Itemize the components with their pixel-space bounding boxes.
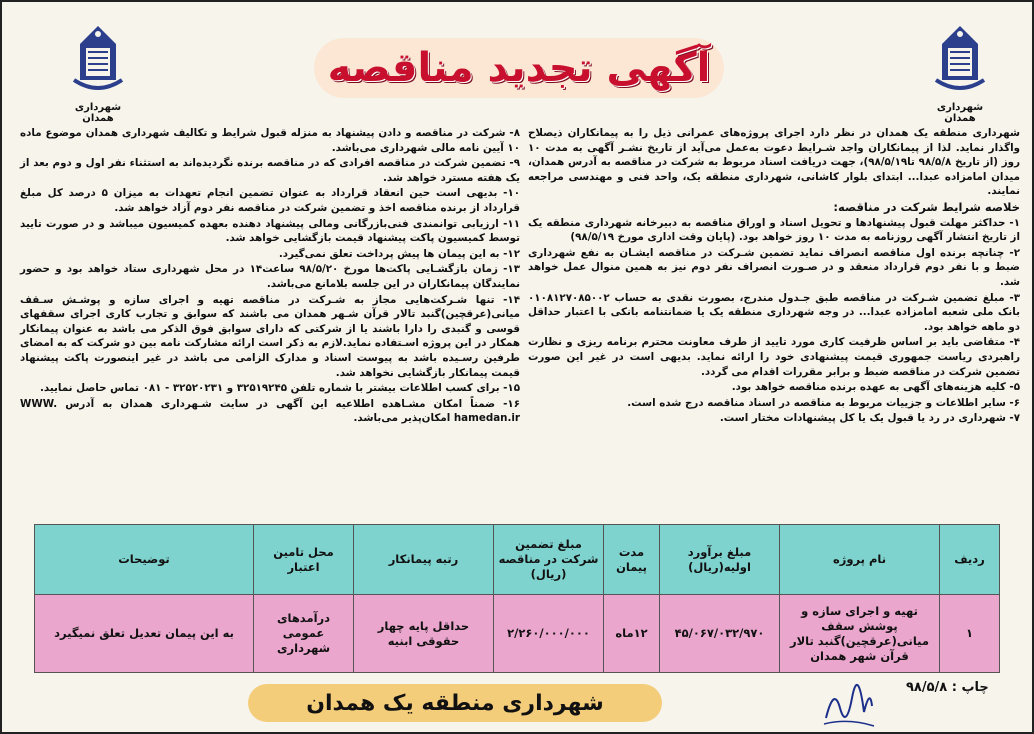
condition-item: ۸- شرکت در مناقصه و دادن پیشنهاد به منزله قبول شرایط و تکالیف شهرداری همدان موضوع ماده ۱۰ آیین نامه مالی شهرداری می‌باشد. xyxy=(20,127,520,154)
condition-item: ۱- حداکثر مهلت قبول پیشنهادها و تحویل اسناد و اوراق مناقصه به دبیرخانه شهرداری منطقه یک از تاریخ انتشار آگهی روزنامه به مدت ۱۰ روز خواهد بود. (پایان وقت اداری مورخ ۹۸/۵/۱۹) xyxy=(528,216,1020,244)
condition-item: ۱۵- برای کسب اطلاعات بیشتر با شماره تلفن ۳۲۵۱۹۲۴۵ و ۳۲۵۲۰۲۳۱ - ۰۸۱ تماس حاصل نمایید. xyxy=(39,382,520,395)
table-cell: ۱۲ماه xyxy=(604,595,660,673)
footer-banner xyxy=(248,684,662,722)
condition-item: ۱۶- ضمناً امکان مشـاهده اطلاعیه این آگهی در سایت شـهرداری همدان به آدرس WWW. hamedan.ir امکان‌پذیر می‌باشد. xyxy=(20,397,520,425)
column-header: رتبه پیمانکار xyxy=(354,525,494,595)
tender-table xyxy=(34,524,1000,672)
logo-caption: شهرداری همدان xyxy=(936,102,984,124)
table-cell: ۴۵/۰۶۷/۰۳۲/۹۷۰ xyxy=(660,595,780,673)
title-banner xyxy=(314,38,724,98)
table-row xyxy=(35,595,1000,673)
condition-item: ۳- مبلغ تضمین شـرکت در مناقصه طبق جـدول مندرج، بصورت نقدی به حساب ۰۱۰۸۱۲۷۰۸۵۰۰۲ بانک ملی شعبه امامزاده عبدا... در وجه شهرداری منطقه یک یا ضمانتنامه بانکی با اعتبار حداقل دو ماهه خواهد بود. xyxy=(528,291,1020,333)
column-header: ردیف xyxy=(940,525,1000,595)
table-cell: درآمدهای عمومی شهرداری xyxy=(254,595,354,673)
hamedan-emblem-icon xyxy=(66,22,130,96)
municipality-logo-left xyxy=(58,22,138,124)
conditions-column-right xyxy=(528,126,1020,526)
table-cell: تهیه و اجرای سازه و پوشش سقف میانی(عرقچین)گنبد تالار قرآن شهر همدان xyxy=(780,595,940,673)
column-header: مدت پیمان xyxy=(604,525,660,595)
condition-item: ۲- چنانچه برنده اول مناقصه انصراف نماید تضمین شـرکت در مناقصه ایشـان به نفع شهرداری ضبط و با نفر دوم قرارداد منعقد و در صـورت انصراف نفر دوم نیز به همین منوال عمل خواهد شد. xyxy=(528,246,1020,288)
municipality-logo-right xyxy=(920,22,1000,124)
condition-item: ۱۳- زمان بازگشـایی پاکت‌ها مورخ ۹۸/۵/۲۰ ساعت۱۴ در محل شهرداری ستاد خواهد بود و حضور نمایندگان پیمانکاران در این جلسه بلامانع می‌باشد. xyxy=(20,263,520,290)
column-header: نام پروژه xyxy=(780,525,940,595)
condition-item: ۹- تضمین شرکت در مناقصه افرادی که در مناقصه برنده نگردیده‌اند به استثناء نفر اول و دوم بعد از یک هفته مسترد خواهد شد. xyxy=(20,157,520,184)
condition-item: ۱۲- به این پیمان ها پیش پرداخت تعلق نمی‌گیرد. xyxy=(278,247,520,260)
table-cell: ۲/۲۶۰/۰۰۰/۰۰۰ xyxy=(494,595,604,673)
condition-item: ۱۰- بدیهی است حین انعقاد قرارداد به عنوان تضمین انجام تعهدات به میزان ۵ درصد کل مبلغ قرارداد از برنده مناقصه اخذ و تضمین شرکت در مناقصه نفر دوم آزاد خواهد شد. xyxy=(20,187,521,214)
condition-item: ۵- کلیه هزینه‌های آگهی به عهده برنده مناقصه خواهد بود. xyxy=(731,381,1020,394)
column-header: مبلغ تضمین شرکت در مناقصه (ریال) xyxy=(494,525,604,595)
table-header-row xyxy=(35,525,1000,595)
condition-item: ۷- شهرداری در رد یا قبول یک یا کل پیشنهادات مختار است. xyxy=(719,412,1020,425)
condition-item: ۱۱- ارزیابی توانمندی فنی‌بازرگانی ومالی پیشنهاد دهنده بعهده کمیسیون میباشد و در صورت تایید توسط کمیسیون پاکت پیشنهاد قیمت بازگشایی خواهد شد. xyxy=(20,217,520,245)
condition-item: ۶- سایر اطلاعات و جزییات مربوط به مناقصه در اسناد مناقصه درج شده است. xyxy=(627,396,1020,409)
footer-org-name: شهرداری منطقه یک همدان xyxy=(306,690,604,716)
table-cell: به این پیمان تعدیل تعلق نمیگیرد xyxy=(35,595,254,673)
table-cell: حداقل پایه چهار حقوقی ابنیه xyxy=(354,595,494,673)
column-header: توضیحات xyxy=(35,525,254,595)
intro-paragraph: شهرداری منطقه یک همدان در نظر دارد اجرای پروژه‌های عمرانی ذیل را به پیمانکاران ذیصلاح واگذار نماید. لذا از پیمانکاران واجد شـرایط دعوت به‌عمل می‌آید از تاریخ نشـر آگهی به مدت ۱۰ روز (از تاریخ ۹۸/۵/۸ تا۹۸/۵/۱۹)، جهت دریافت اسناد مربوط به شرکت در مناقصه به آدرس همدان، میدان امامزاده عبدا... ابتدای بلوار کاشانی، شهرداری منطقه یک، واحد فنی و مهندسی مراجعه نمایند. xyxy=(528,127,1020,198)
page-title: آگهی تجدید مناقصه xyxy=(327,45,711,91)
condition-item: ۴- متقاضی باید بر اساس ظرفیت کاری مورد تایید از طرف معاونت محترم برنامه ریزی و نظارت راهبردی ریاست جمهوری قیمت پیشنهادی خود را ارائه نماید. بدیهی است در غیر این صورت تضمین شرکت در مناقصه ضبط و برابر مقررات اقدام می گردد. xyxy=(528,336,1020,378)
table-cell: ۱ xyxy=(940,595,1000,673)
condition-item: ۱۴- تنها شـرکت‌هایی مجاز به شـرکت در مناقصه تهیه و اجرای سازه و پوشـش سـقف میانی(عرقچین)گنبد تالار قرآن شـهر همدان می باشند که سوابق و تجارب کاری اجرای سقفهای قوسی و گنبدی را دارا باشند یا از شرکتی که دارای سوابق فوق الذکر می باشد به عنوان پیمانکار همکار در این پروژه اسـتفاده نماید.لازم به ذکر است ارائه مشارکت نامه بین دو شرکت که به امضای طرفین رسـیده باشد به پیوست اسناد و مدارک الزامی می باشد در غیر اینصورت پاکت پیشنهاد قیمت پیمانکار بازگشایی نخواهد شد. xyxy=(20,293,520,379)
signature-icon xyxy=(820,678,876,732)
logo-caption: شهرداری همدان xyxy=(74,102,122,124)
hamedan-emblem-icon xyxy=(928,22,992,96)
column-header: محل تامین اعتبار xyxy=(254,525,354,595)
conditions-column-left xyxy=(20,126,520,506)
conditions-subhead: خلاصه شرایط شرکت در مناقصه: xyxy=(833,199,1020,214)
print-date: چاپ : ۹۸/۵/۸ xyxy=(906,680,989,695)
column-header: مبلغ برآورد اولیه(ریال) xyxy=(660,525,780,595)
